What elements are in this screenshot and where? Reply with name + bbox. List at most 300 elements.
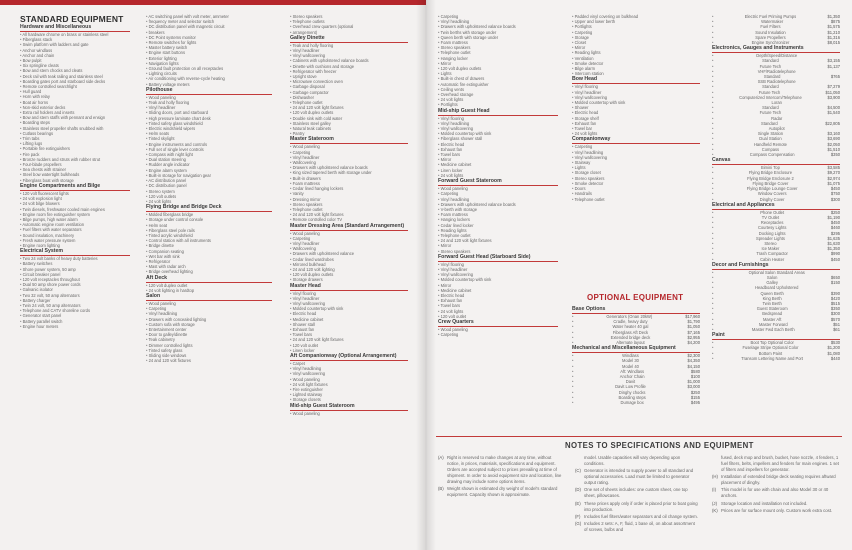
option-price: $3,000 xyxy=(687,384,700,390)
option-label: • Dinghy Cover xyxy=(759,196,785,202)
list-item: • 120 volt outlet xyxy=(290,343,408,348)
list-item: • Sound insulation, machinery xyxy=(20,233,130,238)
list-item: • Towel bars xyxy=(438,303,558,308)
list-item: • Fiberglass steel pole rails xyxy=(146,228,272,233)
option-label: • Bimini Top xyxy=(761,165,780,171)
list-item: • Vinyl flooring xyxy=(572,84,700,89)
list-item: • Non-skid exterior decks xyxy=(20,105,130,110)
list-item: • Medicine cabinet xyxy=(438,162,558,167)
list-item: • Molded countertop with sink xyxy=(438,131,558,136)
list-item: • Stereo speakers xyxy=(572,176,700,181)
list-item: • 24 and 120 volt light fixtures xyxy=(290,337,408,342)
list-item: • Two 24 volt banks of heavy duty batteries xyxy=(20,256,130,261)
list-item: • Vinyl wallcovering xyxy=(438,272,558,277)
list-item: • Vinyl headlining xyxy=(290,366,408,371)
option-price: $990 xyxy=(830,251,840,257)
option-label: • Standard xyxy=(762,105,779,111)
list-item: • Vanity xyxy=(290,191,408,196)
list-item: • 120 volt duplex outlets xyxy=(290,272,408,277)
list-item: • Dual station steering xyxy=(146,157,272,162)
list-item: • Fiberglass shower stall xyxy=(438,136,558,141)
list-item: • Stereo system xyxy=(146,189,272,194)
list-item: • Vinyl headliner xyxy=(146,105,272,110)
list-item: • Compass with night light xyxy=(146,152,272,157)
list-item: • Boarding steps xyxy=(20,120,130,125)
list-item: • Vinyl headliner xyxy=(290,155,408,160)
list-item: • Wood paneling xyxy=(438,327,558,332)
option-label: • Watermaker xyxy=(761,19,784,25)
list-item: • Mirror xyxy=(572,45,700,50)
list-item: • Control station with all instruments xyxy=(146,238,272,243)
option-price: $2,955 xyxy=(687,334,700,340)
list-item: • Stereo speakers xyxy=(438,249,558,254)
list-item: • Queen berth with storage under xyxy=(438,35,558,40)
note-key: (C) xyxy=(575,468,581,474)
option-price: $51 xyxy=(833,321,840,327)
list-item: • Vinyl headliner xyxy=(290,48,408,53)
option-label: • Ice Maker xyxy=(761,246,780,252)
list-item: • 24 volt explosion light xyxy=(20,196,130,201)
notes-column-3 xyxy=(712,455,840,547)
list-item: • Portlights xyxy=(438,102,558,107)
option-label: • Model 30 xyxy=(622,358,639,364)
list-item: • 120 volt outlets xyxy=(146,194,272,199)
note-text: Installation of extended bridge deck seating requires aftward placement of dinghy. xyxy=(721,474,836,486)
list-item: • Lights xyxy=(438,71,558,76)
note-item xyxy=(575,521,699,533)
option-label: • Water heater 40 gal xyxy=(612,324,649,330)
list-item: • 24 and 120 volt light fixtures xyxy=(290,212,408,217)
list-item: • Medicine cabinet xyxy=(290,317,408,322)
section-heading: Decor and Furnishings xyxy=(712,262,840,270)
list-item: • Stereo speakers xyxy=(438,45,558,50)
list-item: • AC distribution panel xyxy=(146,178,272,183)
list-item: • Carpet xyxy=(290,361,408,366)
list-item: • Vinyl headliner xyxy=(290,241,408,246)
list-item: • Pantry xyxy=(290,131,408,136)
list-item: • 120 volt duplex outlets xyxy=(290,110,408,115)
list-item: • Foam mattress xyxy=(290,181,408,186)
list-item: • Exhaust fan xyxy=(438,298,558,303)
list-item: • Lighted stairway xyxy=(290,392,408,397)
option-price: $7,165 xyxy=(687,329,700,335)
list-item: • Wet bar with sink xyxy=(146,254,272,259)
list-item: • Storage shelf xyxy=(572,116,700,121)
column-2 xyxy=(146,14,272,363)
list-item: • Custom sofa with storage xyxy=(146,322,272,327)
list-item: • AC switching panel with volt meter, ammeter xyxy=(146,14,272,19)
option-label: • Extended bridge deck xyxy=(610,334,651,340)
list-item: • Battery switches xyxy=(20,261,130,266)
list-item: • Bow pulpit xyxy=(20,58,130,63)
list-item: • Telephone outlet xyxy=(290,207,408,212)
note-item xyxy=(438,455,562,485)
list-item: • DC distribution panel xyxy=(146,183,272,188)
list-item: • Engine room lighting xyxy=(20,243,130,248)
section-heading: Salon xyxy=(146,293,272,301)
list-item: • Wood paneling xyxy=(290,144,408,149)
list-item: • Helm seat xyxy=(146,223,272,228)
note-key: (K) xyxy=(712,507,718,513)
list-item: • Twin diesels, freshwater cooled main engines xyxy=(20,207,130,212)
option-price: $495 xyxy=(690,400,700,406)
option-label: • Salon xyxy=(766,274,778,280)
column-4 xyxy=(438,14,558,337)
option-label: • Sound Insulation xyxy=(755,29,786,35)
list-item: • Doors xyxy=(572,186,700,191)
option-label: • Master Fwd Each Berth xyxy=(751,326,795,332)
list-item: • Steel bow watertight bulkheads xyxy=(20,172,130,177)
list-item: • Teak cabinetry xyxy=(146,337,272,342)
option-price: $300 xyxy=(830,311,840,317)
list-item: • Battery charger xyxy=(20,298,130,303)
option-price: $4,500 xyxy=(827,105,840,111)
option-price: $1,350 xyxy=(827,14,840,19)
option-label: • Phone Outlet xyxy=(760,209,785,215)
note-key: (G) xyxy=(575,520,582,526)
list-item: • Wallcovering xyxy=(290,246,408,251)
option-label: • Window Covers xyxy=(757,191,787,197)
list-item: • Telephone outlets xyxy=(290,19,408,24)
option-label: • Fuselage Stripe Optional Color xyxy=(742,345,799,351)
list-item: • Natural teak cabinets xyxy=(290,126,408,131)
book-gutter xyxy=(416,0,436,550)
list-item: • Electric head xyxy=(438,142,558,147)
list-item: • Shore power system, 50 amp xyxy=(20,267,130,272)
option-price: $295 xyxy=(830,230,840,236)
list-item: • Helm seats xyxy=(146,131,272,136)
list-item: • Telephone outlet xyxy=(572,197,700,202)
list-item: • Engine alarm system xyxy=(146,168,272,173)
list-item: • 120 volt fluorescent lights xyxy=(20,191,130,196)
note-item xyxy=(712,487,840,499)
list-item: • 24 and 120 volt fixtures xyxy=(146,358,272,363)
option-label: • Spare Propellers xyxy=(755,34,786,40)
option-price: $155 xyxy=(690,394,700,400)
option-price: $450 xyxy=(830,256,840,262)
list-item: • 120 volt duplex outlets xyxy=(438,66,558,71)
option-price: $390 xyxy=(830,290,840,296)
notes-divider xyxy=(436,436,842,437)
list-item: • Built-in chest of drawers xyxy=(438,76,558,81)
option-label: • Galley xyxy=(766,280,778,286)
list-item: • Cedar lined wardrobes xyxy=(290,257,408,262)
list-item: • Exhaust fan xyxy=(438,147,558,152)
list-item: • Boat air horns xyxy=(20,100,130,105)
list-item: • Storage under control console xyxy=(146,217,272,222)
option-price: $875 xyxy=(830,19,840,25)
list-item: • Door to galley/dinette xyxy=(146,332,272,337)
list-item: • Molded countertop with sink xyxy=(572,100,700,105)
list-item: • 24 volt lights xyxy=(438,97,558,102)
section-heading: Base Options xyxy=(572,306,700,314)
list-item: • DC Point systems monitor xyxy=(146,35,272,40)
list-item: • Six springline cleats xyxy=(20,63,130,68)
list-item: • 24 volt lights xyxy=(572,131,700,136)
list-item: • Carpeting xyxy=(290,150,408,155)
list-item: • Dinette with cushions and storage xyxy=(290,64,408,69)
note-key: (I) xyxy=(712,487,717,493)
list-item: • Deck rail with teak railing and stainless steel xyxy=(20,74,130,79)
option-price: $3,585 xyxy=(827,165,840,171)
list-item: • Intercom station xyxy=(572,71,700,76)
page-title: STANDARD EQUIPMENT xyxy=(20,14,124,24)
list-item: • Automatic fire extinguisher xyxy=(438,82,558,87)
list-item: • Vinyl headliner xyxy=(572,90,700,95)
list-item: • Telephone and CATV shoreline cords xyxy=(20,308,130,313)
list-item: • Overhead crew quarters (optional xyxy=(290,24,408,29)
note-key: (F) xyxy=(575,513,581,519)
option-price: $3,155 xyxy=(827,58,840,64)
list-item: • Telephone outlet xyxy=(290,100,408,105)
list-item: • Sliding doors, port and starboard xyxy=(146,110,272,115)
option-label: • Optional Salon Standard Areas xyxy=(748,269,805,275)
optional-equipment-title: OPTIONAL EQUIPMENT xyxy=(587,293,684,302)
list-item: • Mirrored bulkhead xyxy=(290,262,408,267)
option-price: $1,080 xyxy=(827,350,840,356)
list-item: • Smoke detector xyxy=(572,181,700,186)
option-price: $1,540 xyxy=(827,110,840,116)
list-item: • 24 volt lights xyxy=(146,199,272,204)
note-key: (E) xyxy=(575,500,581,506)
list-item: • Telephone outlet xyxy=(438,233,558,238)
option-label: • Single Station xyxy=(757,131,784,137)
option-price: $3,160 xyxy=(827,131,840,137)
option-label: • Anchor Chain xyxy=(619,374,645,380)
list-item: • Dual 50 amp shore power cords xyxy=(20,282,130,287)
option-price: $4,200 xyxy=(687,340,700,346)
section-heading: Hardware and Miscellaneous xyxy=(20,24,130,32)
note-item xyxy=(575,487,699,499)
list-item: • Hanging locker xyxy=(438,56,558,61)
list-item: • Wood paneling xyxy=(438,186,558,191)
option-price: $22,805 xyxy=(825,120,840,126)
list-item: • Navigation lights xyxy=(146,61,272,66)
list-item: • Overhead storage xyxy=(438,92,558,97)
option-label: • Depth/Speed/Distance xyxy=(756,53,798,59)
list-item: • Battery voltage meters xyxy=(146,82,272,87)
option-price: $1,790 xyxy=(687,319,700,325)
option-label: • Fuel Filters xyxy=(760,24,781,30)
note-item xyxy=(712,508,840,514)
option-price: $17,960 xyxy=(685,314,700,319)
note-key xyxy=(712,455,721,473)
option-label: • Future Tech xyxy=(759,63,782,69)
list-item: • Ceiling vents xyxy=(438,87,558,92)
list-item: • Foam mattress xyxy=(438,212,558,217)
option-label: • Future Tech xyxy=(758,89,781,95)
list-item: • Twin berths with storage under xyxy=(438,30,558,35)
option-label: • Headboard Upholstered xyxy=(754,285,799,291)
note-key xyxy=(575,455,584,467)
list-item: • Exterior lighting xyxy=(146,56,272,61)
note-key: (J) xyxy=(712,500,718,506)
list-item: • Linen locker xyxy=(438,168,558,173)
list-item: • Engine start buttons xyxy=(146,50,272,55)
list-item: • Fresh water pressure system xyxy=(20,238,130,243)
list-item: • Battery parallel switch xyxy=(20,319,130,324)
list-item: • Handrails xyxy=(572,191,700,196)
option-price: $1,137 xyxy=(827,63,840,69)
note-text: Generator is intended to supply power to all standard and optional accessories. Load must be limited to generator output rating. xyxy=(584,468,694,486)
list-item: • 24 volt lights xyxy=(438,309,558,314)
list-item: • Ventilation xyxy=(572,56,700,61)
list-item: • Molded fiberglass bridge xyxy=(146,212,272,217)
list-item: • Sea chests with strainer xyxy=(20,167,130,172)
option-label: • Boot Top Optional Color xyxy=(750,340,794,346)
option-label: • Stereo xyxy=(764,240,777,246)
option-price: $3,690 xyxy=(827,136,840,142)
list-item: • All hardware chrome on brass or stainless steel xyxy=(20,32,130,37)
option-price: $4,350 xyxy=(687,358,700,364)
column-3 xyxy=(290,14,408,416)
list-item: • Fire pack xyxy=(20,152,130,157)
list-item: • Vinyl flooring xyxy=(438,116,558,121)
option-label: • Receptacles xyxy=(760,220,784,226)
list-item: • Teak and holly flooring xyxy=(290,43,408,48)
note-item xyxy=(575,514,699,520)
list-item: • Anchor windlass xyxy=(20,48,130,53)
option-label: • Davit Low Profile xyxy=(615,384,646,390)
note-text: This model is for use with chain and also Model 30 or 40 anchors. xyxy=(721,487,829,499)
list-item: • Cabinets with upholstered valance boards xyxy=(290,58,408,63)
option-price: $765 xyxy=(830,74,840,80)
list-item: • Medicine cabinet xyxy=(438,288,558,293)
column-6 xyxy=(712,14,840,439)
option-label: • Davit xyxy=(625,379,636,385)
list-item: • Tinted skylight xyxy=(146,136,272,141)
list-item: • Fiberglass stack xyxy=(20,37,130,42)
section-heading: Crew Quarters xyxy=(438,319,558,327)
list-item: • Dressing mirror xyxy=(290,197,408,202)
option-label: • Flying Bridge Enclosure 2 xyxy=(747,175,794,181)
note-text: One set of sheets includes: one custom sheet, one top sheet, pillowcases. xyxy=(584,487,688,499)
list-item: • Telephone outlet xyxy=(438,50,558,55)
list-item: • Carpeting xyxy=(438,191,558,196)
list-item: • Air conditioning with reverse-cycle heating xyxy=(146,76,272,81)
optional-equipment-list xyxy=(572,306,700,434)
section-heading: Bow Head xyxy=(572,76,700,84)
option-label: • Compass Compensation xyxy=(749,152,795,158)
list-item: • Bilge pumps, high water alarm xyxy=(20,217,130,222)
note-item xyxy=(575,501,699,513)
list-item: • Fire extinguisher xyxy=(290,387,408,392)
list-item: • Sliding side windows xyxy=(146,353,272,358)
list-item: • Tinted acrylic windshield xyxy=(146,233,272,238)
list-item: • Stairway xyxy=(572,160,700,165)
option-label: • Flying Bridge Cover xyxy=(752,180,789,186)
list-item: • Drawers with concealed lighting xyxy=(146,317,272,322)
section-heading: Engine Compartments and Bilge xyxy=(20,183,130,191)
list-item: • Vinyl headlining xyxy=(438,121,558,126)
option-label: • Standard xyxy=(762,84,779,90)
list-item: • Portlights xyxy=(572,24,700,29)
option-label: • Autopilot xyxy=(768,126,785,132)
list-item: • Generator start panel xyxy=(20,313,130,318)
option-label: • SSB Radiotelephone xyxy=(757,79,796,85)
list-item: • Bridge overhead lighting xyxy=(146,269,272,274)
option-label: • Flying Bridge Enclosure xyxy=(748,170,793,176)
list-item: • Remote switches for lights xyxy=(146,40,272,45)
list-item: • Tinted safety glass windshield xyxy=(146,121,272,126)
list-item: • Bow and stern chocks and cleats xyxy=(20,68,130,73)
note-text: These prices apply only if order is placed prior to boat going into production. xyxy=(584,500,698,512)
list-item: • Circuit breaker panel xyxy=(20,272,130,277)
option-label: • Guest Stateroom xyxy=(756,306,788,312)
list-item: • Bilge alarm xyxy=(572,66,700,71)
list-item: • V-berth with storage xyxy=(438,207,558,212)
list-item: • Smoke detector xyxy=(572,61,700,66)
option-label: • Twin Berth xyxy=(762,300,782,306)
option-label: • Loran xyxy=(771,100,782,106)
option-label: • Computerized Intercom/Telephone xyxy=(739,94,802,100)
note-text: Storage location and installation not included. xyxy=(721,500,808,506)
option-label: • Flying Bridge Lounge Cover xyxy=(746,186,798,192)
option-label: • Engine Synchronizer xyxy=(751,40,790,46)
list-item: • Mirror xyxy=(438,61,558,66)
list-item: • Ground fault protection on all receptacles xyxy=(146,66,272,71)
list-item: • Shower stall xyxy=(290,322,408,327)
list-item: • Master battery switch xyxy=(146,45,272,50)
option-price: $4,150 xyxy=(687,363,700,369)
option-price: $350 xyxy=(830,306,840,312)
list-item: • Molded countertop with sink xyxy=(290,306,408,311)
option-label: • Windlass xyxy=(622,353,639,359)
list-item: • Anchor and chain xyxy=(20,53,130,58)
section-heading: Aft Companionway (Optional Arrangement) xyxy=(290,353,408,361)
list-item: • Drawers with upholstered valance xyxy=(290,251,408,256)
list-item: • 24 volt lighting in hardtop xyxy=(146,288,272,293)
section-heading: Forward Guest Head (Starboard Side) xyxy=(438,254,558,262)
list-item: • 120 volt receptacles throughout xyxy=(20,277,130,282)
list-item: • 24 and 120 volt light fixtures xyxy=(438,238,558,243)
list-item: • 120 volt duplex outlet xyxy=(146,283,272,288)
option-price: $450 xyxy=(830,186,840,192)
note-key: (B) xyxy=(438,486,444,492)
list-item: • Wallcovering xyxy=(290,160,408,165)
option-price: $570 xyxy=(830,316,840,322)
note-key: (H) xyxy=(712,474,718,480)
list-item: • Reading lights xyxy=(438,228,558,233)
option-label: • King Berth xyxy=(762,295,782,301)
option-label: • Bedspread xyxy=(762,311,783,317)
list-item: • King sized tapered berth with storage under xyxy=(290,170,408,175)
option-price: $2,974 xyxy=(827,175,840,181)
list-item: • Engine hour meters xyxy=(20,324,130,329)
option-price: $8,015 xyxy=(827,40,840,46)
note-item xyxy=(438,486,562,498)
option-price: $1,200 xyxy=(827,345,840,351)
list-item: • Bow and stern staffs with pennant and ensign xyxy=(20,115,130,120)
option-price: $150 xyxy=(830,280,840,286)
list-item: • Engine room fire extinguisher system xyxy=(20,212,130,217)
list-item: • Built-in drawers xyxy=(290,176,408,181)
list-item: • High pressure laminate chart desk xyxy=(146,116,272,121)
list-item: • Closet xyxy=(572,40,700,45)
option-label: • TV Outlet xyxy=(761,214,780,220)
option-label: • VHF/Radiotelephone xyxy=(757,68,796,74)
option-price: $11,050 xyxy=(825,89,840,95)
list-item: • Portable fire extinguishers xyxy=(20,146,130,151)
option-label: • Compass xyxy=(761,146,780,152)
option-label: • Transom Lettering Name and Port xyxy=(741,355,804,361)
note-text: Prices are for surface mount only. Custom work extra cost. xyxy=(721,507,833,513)
list-item: • Cedar lined hanging lockers xyxy=(290,186,408,191)
note-text: Includes 2 sets: A, F, fluid, 1 base oil, on about assortment of screws, bulbs and xyxy=(584,520,695,532)
list-item: • Electric head xyxy=(572,110,700,115)
list-item: • Vinyl headliner xyxy=(290,296,408,301)
list-item: • Hull guard xyxy=(20,89,130,94)
